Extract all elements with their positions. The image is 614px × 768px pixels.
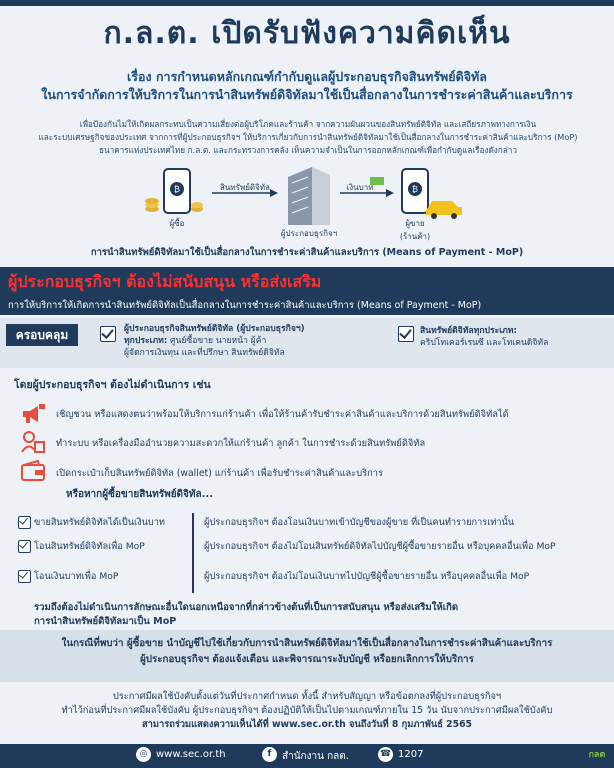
arrow-digital-asset-label: สินทรัพย์ดิจิทัล xyxy=(220,183,270,192)
scope-right-line2: คริปโทเคอร์เรนซี และโทเคนดิจิทัล xyxy=(420,338,549,348)
pair-1-left: ขายสินทรัพย์ดิจิทัลได้เป็นเงินบาท xyxy=(34,517,165,528)
account-warning-line-2: ผู้ประกอบธุรกิจฯ ต้องแจ้งเตือน และพิจารณาระงับบัญชี หรือยกเลิกการให้บริการ xyxy=(140,654,474,665)
mop-diagram xyxy=(0,163,614,255)
scope-right-text xyxy=(420,325,610,349)
megaphone-icon xyxy=(20,402,46,426)
prohibited-sub-heading: หรือหากผู้ซื้อขายสินทรัพย์ดิจิทัล... xyxy=(66,489,214,500)
seller-label-main: ผู้ขาย xyxy=(405,219,425,228)
scope-label: ครอบคลุม xyxy=(6,324,78,346)
conclusion-line-2: การนำสินทรัพย์ดิจิทัลมาเป็น MoP xyxy=(34,616,177,627)
pair-1-right: ผู้ประกอบธุรกิจฯ ต้องโอนเงินบาทเข้าบัญชีของผู้ขาย ที่เป็นคนทำรายการเท่านั้น xyxy=(204,517,515,528)
intro-line-2: และระบบเศรษฐกิจของประเทศ จากการที่ผู้ประกอบธุรกิจฯ ให้บริการเกี่ยวกับการนำสินทรัพย์ดิจิทัลมาใช้เป็นสื่อกลางในการชำระค่าสินค้าและบริการ (MoP) xyxy=(38,132,578,142)
warning-subtitle: การให้บริการให้เกิดการนำสินทรัพย์ดิจิทัลเป็นสื่อกลางในการชำระค่าสินค้าและบริการ (Means of Payment - MoP) xyxy=(8,300,482,311)
pair-2-left: โอนสินทรัพย์ดิจิทัลเพื่อ MoP xyxy=(34,541,145,552)
notice-line-3: สามารถร่วมแสดงความเห็นได้ที่ www.sec.or.th จนถึงวันที่ 8 กุมภาพันธ์ 2565 xyxy=(141,719,473,730)
operator-label: ผู้ประกอบธุรกิจฯ xyxy=(280,229,338,238)
scope-left-line2-bold: ทุกประเภท: xyxy=(124,336,168,346)
account-warning-text xyxy=(10,636,604,668)
scope-right-check-icon xyxy=(398,326,414,342)
phone-icon: ☎ xyxy=(378,747,393,762)
arrow-baht-label: เงินบาท xyxy=(346,183,374,192)
seller-phone-icon xyxy=(402,169,428,213)
pair-1-check-icon xyxy=(18,516,31,529)
footer-website-link[interactable]: www.sec.or.th xyxy=(156,749,226,760)
wallet-icon xyxy=(20,459,46,483)
intro-line-3: ธนาคารแห่งประเทศไทย ก.ล.ต. และกระทรวงการคลัง เห็นความจำเป็นในการออกหลักเกณฑ์เพื่อกำกับดูแลเรื่องดังกล่าว xyxy=(99,145,517,155)
warning-title: ผู้ประกอบธุรกิจฯ ต้องไม่สนับสนุน หรือส่งเสริม xyxy=(8,272,322,291)
scope-right-title: สินทรัพย์ดิจิทัลทุกประเภท: xyxy=(420,326,517,336)
diagram-caption: การนำสินทรัพย์ดิจิทัลมาใช้เป็นสื่อกลางในการชำระค่าสินค้าและบริการ (Means of Payment - MoP) xyxy=(90,247,524,258)
prohibited-item-1: เชิญชวน หรือแสดงตนว่าพร้อมให้บริการแก่ร้านค้า เพื่อให้ร้านค้ารับชำระค่าสินค้าและบริการด้วยสินทรัพย์ดิจิทัลได้ xyxy=(56,409,509,420)
scope-left-title: ผู้ประกอบธุรกิจสินทรัพย์ดิจิทัล (ผู้ประกอบธุรกิจฯ) xyxy=(124,324,305,334)
prohibited-heading: โดยผู้ประกอบธุรกิจฯ ต้องไม่ดำเนินการ เช่น xyxy=(14,379,211,391)
scope-left-check-icon xyxy=(100,326,116,342)
pair-2-right: ผู้ประกอบธุรกิจฯ ต้องไม่โอนสินทรัพย์ดิจิทัลไปบัญชีผู้ซื้อขายรายอื่น หรือบุคคลอื่นเพื่อ MoP xyxy=(204,541,556,552)
intro-line-1: เพื่อป้องกันไม่ให้เกิดผลกระทบเป็นความเสี่ยงต่อผู้บริโภคและร้านค้า จากความผันผวนของสินทรัพย์ดิจิทัล และเสถียรภาพทางการเงิน xyxy=(79,119,537,129)
svg-text:₿: ₿ xyxy=(174,185,180,194)
scope-left-line2: ศูนย์ซื้อขาย นายหน้า ผู้ค้า xyxy=(167,336,267,346)
prohibited-item-3: เปิดกระเป๋าเก็บสินทรัพย์ดิจิทัล (wallet) แก่ร้านค้า เพื่อรับชำระค่าสินค้าและบริการ xyxy=(56,468,383,479)
scope-left-text xyxy=(124,323,364,359)
conclusion-line-1: รวมถึงต้องไม่ดำเนินการลักษณะอื่นใดนอกเหนือจากที่กล่าวข้างต้นที่เป็นการสนับสนุน หรือส่งเสริมให้เกิด xyxy=(34,602,459,613)
facebook-icon: f xyxy=(262,747,277,762)
prohibited-conclusion xyxy=(34,601,474,629)
pair-3-left: โอนเงินบาทเพื่อ MoP xyxy=(34,571,119,582)
footer-phone[interactable]: 1207 xyxy=(398,749,424,760)
globe-icon: ◎ xyxy=(136,747,151,762)
notice-line-2: ทำไว้ก่อนที่ประกาศมีผลใช้บังคับ ผู้ประกอบธุรกิจฯ ต้องปฏิบัติให้เป็นไปตามเกณฑ์ภายใน 15 วัน นับจากประกาศมีผลใช้บังคับ xyxy=(61,705,553,716)
seller-label-sub: (ร้านค้า) xyxy=(399,232,431,241)
building-icon xyxy=(288,167,330,225)
intro-paragraph xyxy=(28,118,588,157)
buyer-label: ผู้ซื้อ xyxy=(169,219,185,228)
merchant-icon xyxy=(20,430,46,454)
subtitle-line-1: เรื่อง การกำหนดหลักเกณฑ์กำกับดูแลผู้ประกอบธุรกิจสินทรัพย์ดิจิทัล xyxy=(127,69,487,84)
top-bar xyxy=(0,0,614,6)
pair-3-right: ผู้ประกอบธุรกิจฯ ต้องไม่โอนเงินบาทไปบัญชีผู้ซื้อขายรายอื่น หรือบุคคลอื่นเพื่อ MoP xyxy=(204,571,530,582)
sec-logo-icon: กลต xyxy=(588,750,606,760)
scope-left-line3: ผู้จัดการเงินทุน และที่ปรึกษา สินทรัพย์ดิจิทัล xyxy=(124,348,285,358)
page-title: ก.ล.ต. เปิดรับฟังความคิดเห็น xyxy=(103,16,511,51)
svg-text:₿: ₿ xyxy=(412,185,418,194)
account-warning-line-1: ในกรณีที่พบว่า ผู้ซื้อขาย นำบัญชีไปใช้เกี่ยวกับการนำสินทรัพย์ดิจิทัลมาใช้เป็นสื่อกลางในการชำระค่าสินค้าและบริการ xyxy=(61,638,553,649)
buyer-phone-icon xyxy=(164,169,190,213)
notice-line-1: ประกาศมีผลใช้บังคับตั้งแต่วันที่ประกาศกำหนด ทั้งนี้ สำหรับสัญญา หรือข้อตกลงที่ผู้ประกอบธุรกิจฯ xyxy=(112,691,502,702)
effective-notice xyxy=(14,690,600,732)
pairs-divider xyxy=(192,513,194,593)
prohibited-item-2: ทำระบบ หรือเครื่องมืออำนวยความสะดวกให้แก่ร้านค้า ลูกค้า ในการชำระด้วยสินทรัพย์ดิจิทัล xyxy=(56,438,426,449)
footer-facebook-link[interactable]: สำนักงาน กลต. xyxy=(282,751,349,762)
subtitle-line-2: ในการจำกัดการให้บริการในการนำสินทรัพย์ดิจิทัลมาใช้เป็นสื่อกลางในการชำระค่าสินค้าและบริการ xyxy=(41,87,573,102)
seller-label xyxy=(398,217,432,243)
pair-3-check-icon xyxy=(18,570,31,583)
pair-2-check-icon xyxy=(18,540,31,553)
page-subtitle xyxy=(20,68,594,104)
